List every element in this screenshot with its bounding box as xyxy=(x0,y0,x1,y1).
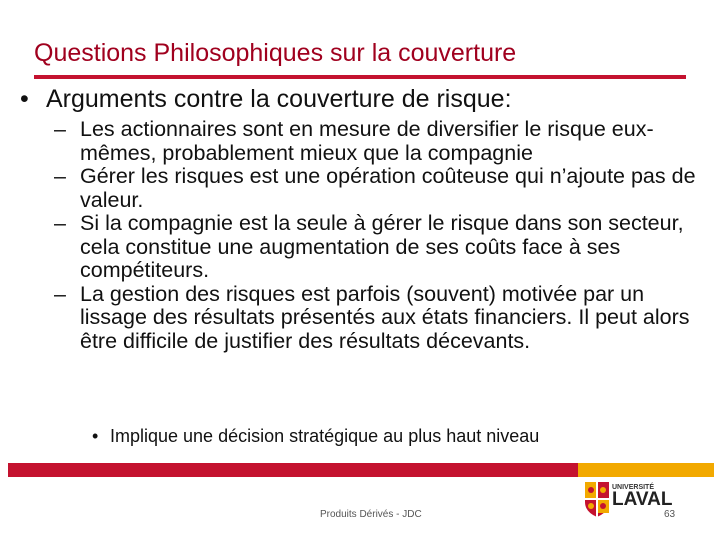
third-level-bullet xyxy=(92,424,539,448)
sub-bullet-text: Gérer les risques est une opération coûteuse qui n’ajoute pas de valeur. xyxy=(80,164,696,212)
dash-mark: – xyxy=(54,211,66,235)
title-underline xyxy=(34,75,686,79)
sub-bullet-text: La gestion des risques est parfois (souvent) motivée par un lissage des résultats présentés aux états financiers. Il peut alors être difficile de justifier des résultats décevants. xyxy=(80,281,690,353)
university-logo xyxy=(584,480,674,520)
slide-title: Questions Philosophiques sur la couverture xyxy=(34,39,517,67)
sub-bullet-list xyxy=(54,118,704,353)
dash-mark: – xyxy=(54,117,66,141)
sub-bullet-4 xyxy=(54,283,704,354)
sub-bullet-2 xyxy=(54,165,704,212)
main-bullet xyxy=(20,84,512,114)
main-bullet-text: Arguments contre la couverture de risque: xyxy=(46,85,512,113)
sub-bullet-3 xyxy=(54,212,704,283)
bullet-mark: • xyxy=(92,426,99,446)
sub-bullet-text: Si la compagnie est la seule à gérer le risque dans son secteur, cela constitue une augmentation de ses coûts face à ses compétiteurs. xyxy=(80,211,684,282)
dash-mark: – xyxy=(54,164,66,188)
bullet-mark: • xyxy=(20,85,29,113)
logo-small-text: UNIVERSITÉ xyxy=(612,484,655,491)
logo-big-text: LAVAL xyxy=(612,489,673,510)
page-number: 63 xyxy=(664,509,676,520)
footer-bar-orange xyxy=(578,463,714,477)
sub-bullet-text: Les actionnaires sont en mesure de diversifier le risque eux-mêmes, probablement mieux que la compagnie xyxy=(80,117,654,165)
sub-bullet-1 xyxy=(54,118,704,165)
dash-mark: – xyxy=(54,281,66,306)
footer-bar-red xyxy=(8,463,580,477)
university-shield-icon xyxy=(584,480,610,518)
footer-text: Produits Dérivés - JDC xyxy=(320,509,422,520)
third-bullet-text: Implique une décision stratégique au plus haut niveau xyxy=(110,426,540,446)
